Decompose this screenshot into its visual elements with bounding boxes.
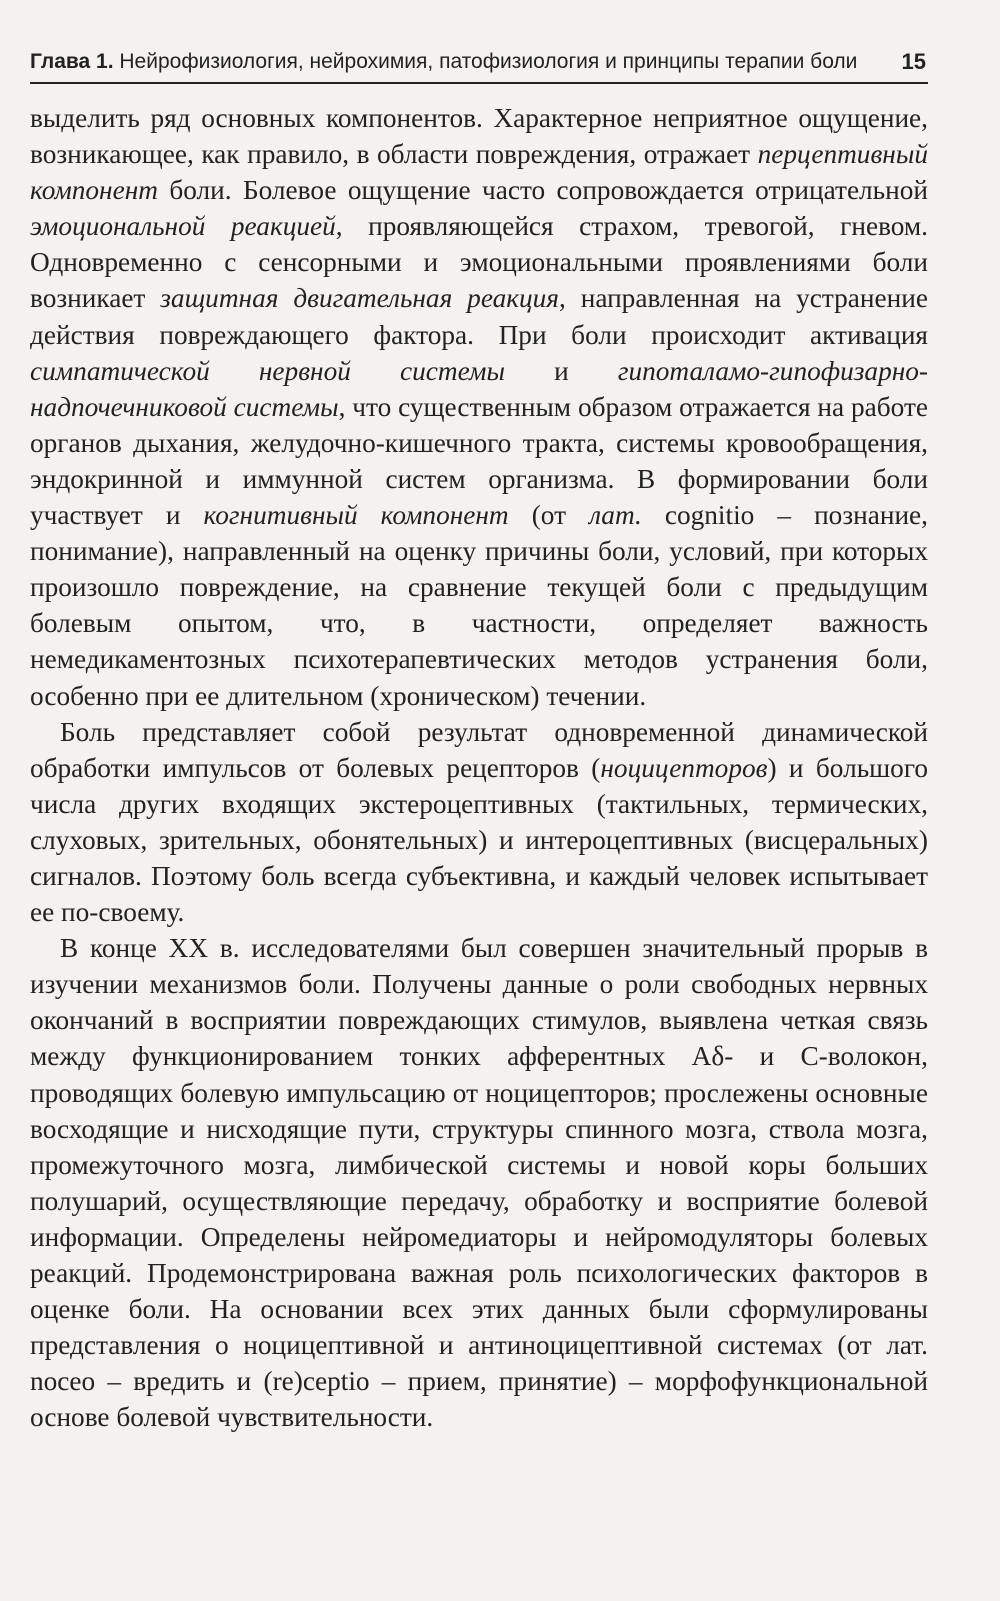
chapter-label: Глава 1. [30,50,114,73]
italic-term: перцептивный компонент [30,139,928,206]
running-head [30,50,928,84]
italic-term: симпатической нервной системы [30,355,505,386]
paragraph-2 [30,714,928,931]
page-number: 15 [901,49,926,74]
italic-term: лат. [589,500,642,531]
text-run: и [504,355,618,386]
chapter-title: Нейрофизиология, нейрохимия, патофизиология и принципы терапии боли [119,50,858,73]
text-run: (от [508,500,590,531]
text-run: ) и большого числа других входящих экстероцептивных (тактильных, термических, слуховых, зрительных, обонятельных) и интероцептивных (висцеральных) сигналов. Поэтому боль всегда субъективна, и каждый человек испытывает ее по-своему. [30,752,928,928]
text-run: боли. Болевое ощущение часто сопровождается отрицательной [157,175,928,206]
italic-term: ноцицепторов [600,752,768,783]
italic-term: эмоциональной реакцией [30,211,336,242]
paragraph-1 [30,100,928,714]
text-run: В конце XX в. исследователями был совершен значительный прорыв в изучении механизмов боли. Получены данные о роли свободных нервных окончаний в восприятии повреждающих стимулов, выявлена четкая связь между функционированием тонких афферентных Aδ- и C-волокон, проводящих болевую импульсацию от ноцицепторов; прослежены основные восходящие и нисходящие пути, структуры спинного мозга, ствола мозга, промежуточного мозга, лимбической системы и новой коры больших полушарий, осуществляющие передачу, обработку и восприятие болевой информации. Определены нейромедиаторы и нейромодуляторы болевых реакций. Продемонстрирована важная роль психологических факторов в оценке боли. На основании всех этих данных были сформулированы представления о ноцицептивной и антиноцицептивной системах (от лат. noceo – вредить и (re)ceptio – прием, принятие) – морфофункциональной основе болевой чувствительности. [30,933,928,1433]
body-text [30,100,928,1435]
text-run: , направленная на устранение действия повреждающего фактора. При боли происходит активация [30,283,928,350]
paragraph-3 [30,930,928,1435]
chapter-heading [30,50,857,74]
italic-term: защитная двигательная реакция [160,283,559,314]
italic-term: когнитивный компонент [203,500,509,531]
text-run: cognitio – познание, понимание), направленный на оценку причины боли, условий, при которых произошло повреждение, на сравнение текущей боли с предыдущим болевым опытом, что, в частности, определяет важность немедикаментозных психотерапевтических методов устранения боли, особенно при ее длительном (хроническом) течении. [30,500,928,711]
text-run: Боль представляет собой результат одновременной динамической обработки импульсов от болевых рецепторов ( [30,716,928,783]
text-run: , проявляющейся страхом, тревогой, гневом. Одновременно с сенсорными и эмоциональными проявлениями боли возникает [30,211,928,314]
text-run: , что существенным образом отражается на работе органов дыхания, желудочно-кишечного тракта, системы кровообращения, эндокринной и иммунной систем организма. В формировании боли участвует и [30,391,928,531]
italic-term: гипоталамо-гипофизарно-надпочечниковой системы [30,355,928,422]
text-run: выделить ряд основных компонентов. Характерное неприятное ощущение, возникающее, как правило, в области повреждения, отражает [30,103,928,170]
